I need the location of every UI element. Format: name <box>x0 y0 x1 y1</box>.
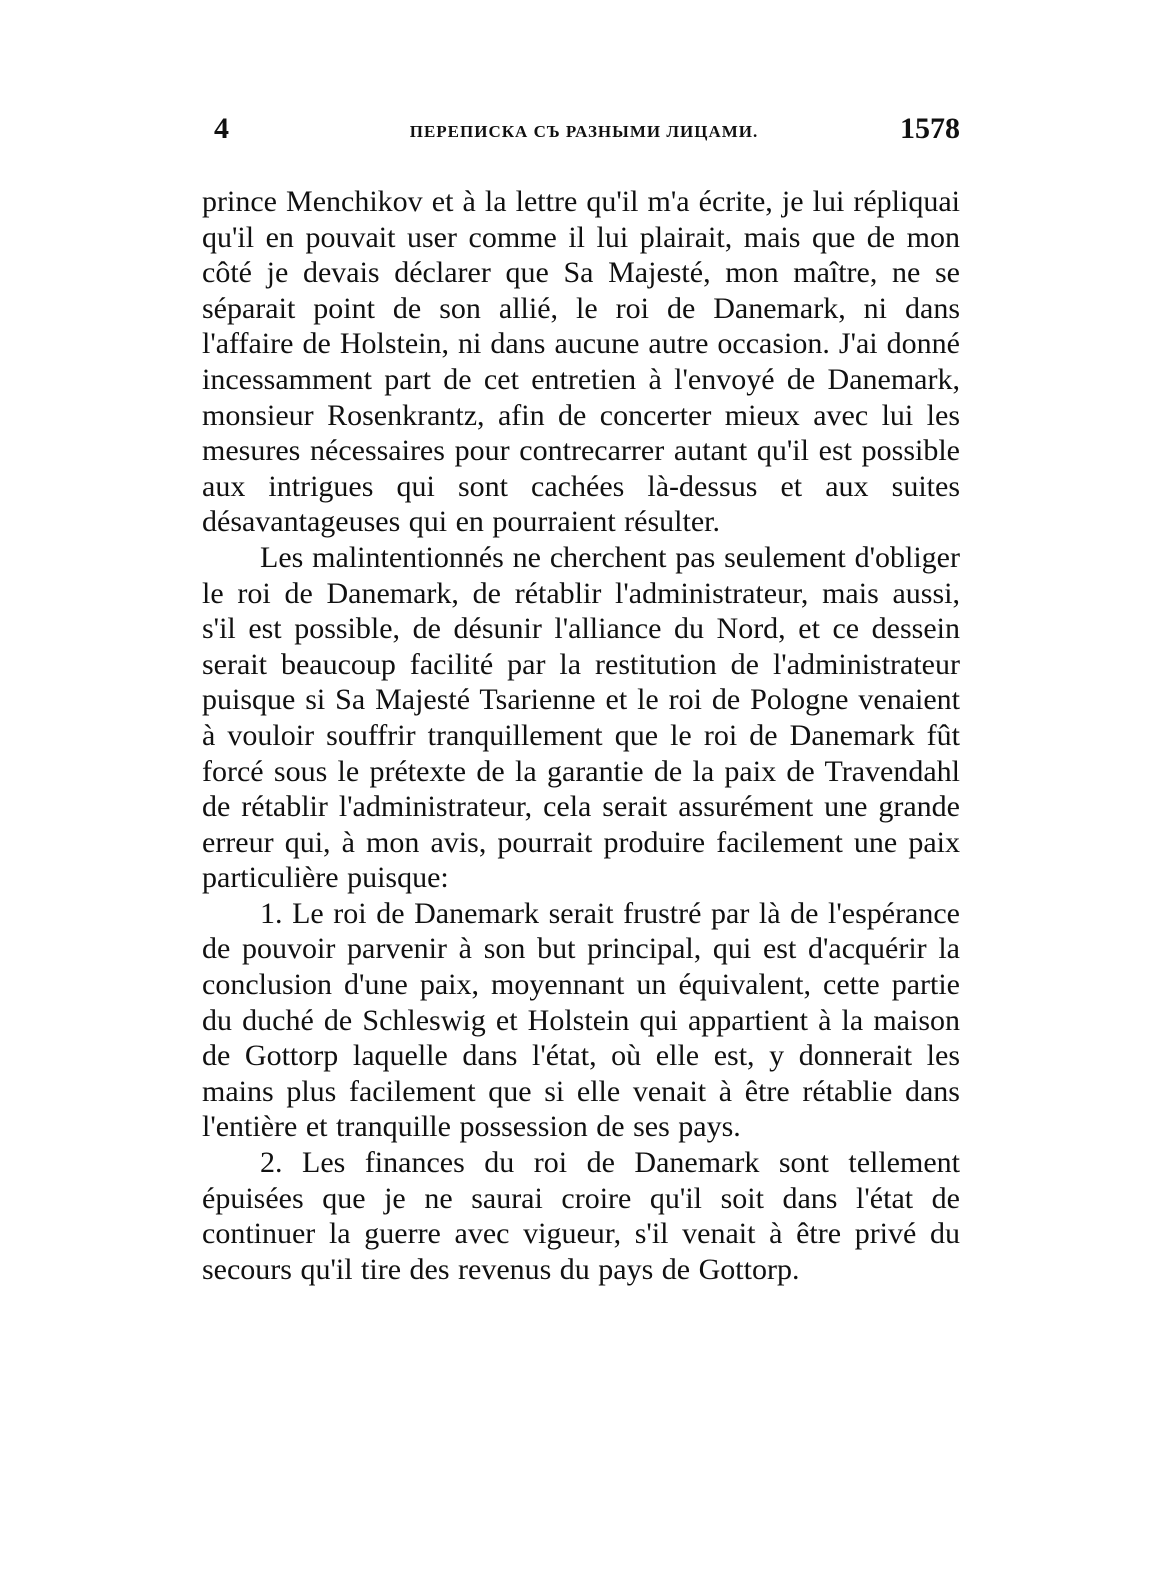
paragraph-continuation: prince Menchikov et à la lettre qu'il m'a écrite, je lui répliquai qu'il en pouvait user comme il lui plairait, mais que de mon côté je devais déclarer que Sa Majesté, mon maître, ne se séparait point de son allié, le roi de Danemark, ni dans l'affaire de Holstein, ni dans aucune autre occasion. J'ai donné incessamment part de cet entretien à l'envoyé de Danemark, monsieur Rosenkrantz, afin de concerter mieux avec lui les mesures nécessaires pour contrecarrer autant qu'il est possible aux intrigues qui sont cachées là-dessus et aux suites désavantageuses qui en pourraient résulter. <box>202 185 960 539</box>
page-header <box>208 112 960 152</box>
page-number: 4 <box>214 112 229 145</box>
running-title: ПЕРЕПИСКА СЪ РАЗНЫМИ ЛИЦАМИ. <box>409 122 759 141</box>
paragraph: Les malintentionnés ne cherchent pas seulement d'obliger le roi de Danemark, de rétablir l'administrateur, mais aussi, s'il est possible, de désunir l'alliance du Nord, et ce dessein serait beaucoup facilité par la restitution de l'administrateur puisque si Sa Majesté Tsarienne et le roi de Pologne venaient à vouloir souffrir tranquillement que le roi de Danemark fût forcé sous le prétexte de la garantie de la paix de Travendahl de rétablir l'administrateur, cela serait assurément une grande erreur qui, à mon avis, pourrait produire facilement une paix particulière puisque: <box>202 540 960 895</box>
numbered-paragraph-1: 1. Le roi de Danemark serait frustré par là de l'espérance de pouvoir parvenir à son but principal, qui est d'acquérir la conclusion d'une paix, moyennant un équivalent, cette partie du duché de Schleswig et Holstein qui appartient à la maison de Gottorp laquelle dans l'état, où elle est, y donnerait les mains plus facilement que si elle venait à être rétablie dans l'entière et tranquille possession de ses pays. <box>202 896 960 1144</box>
folio-number: 1578 <box>900 112 960 145</box>
numbered-paragraph-2: 2. Les finances du roi de Danemark sont tellement épuisées que je ne saurai croire qu'il soit dans l'état de continuer la guerre avec vigueur, s'il venait à être privé du secours qu'il tire des revenus du pays de Gottorp. <box>202 1146 960 1286</box>
body-text <box>202 184 960 1287</box>
